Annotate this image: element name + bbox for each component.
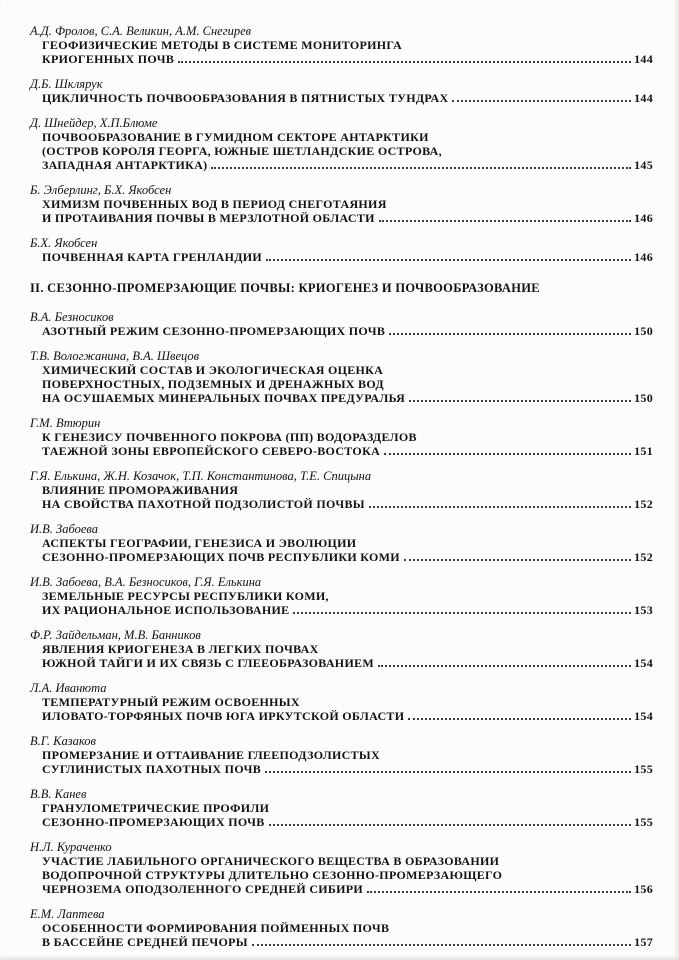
entry-page-number: 154: [634, 709, 653, 723]
dot-leader: [379, 220, 631, 222]
entry-title-line: ЗЕМЕЛЬНЫЕ РЕСУРСЫ РЕСПУБЛИКИ КОМИ,: [42, 589, 329, 603]
toc-entry: [30, 907, 653, 949]
dot-leader: [266, 259, 631, 261]
entry-page-number: 144: [634, 52, 653, 66]
entry-title-line: ГЕОФИЗИЧЕСКИЕ МЕТОДЫ В СИСТЕМЕ МОНИТОРИНГА: [42, 38, 403, 52]
entry-authors: Е.М. Лаптева: [30, 907, 105, 921]
dot-leader: [409, 400, 631, 402]
entry-title-last-line: [30, 815, 653, 829]
dot-leader: [404, 559, 631, 561]
entry-page-number: 151: [634, 444, 653, 458]
entry-title-text: ИХ РАЦИОНАЛЬНОЕ ИСПОЛЬЗОВАНИЕ: [42, 603, 290, 617]
entry-page-number: 157: [634, 935, 653, 949]
toc-entry: [30, 24, 653, 66]
entry-title-last-line: [30, 709, 653, 723]
toc-entry: [30, 236, 653, 264]
entry-authors: А.Д. Фролов, С.А. Великин, А.М. Снегирев: [30, 24, 252, 38]
entry-title-text: СЕЗОННО-ПРОМЕРЗАЮЩИХ ПОЧВ РЕСПУБЛИКИ КОМИ: [42, 550, 400, 564]
entry-title-last-line: [30, 444, 653, 458]
entry-authors: Г.М. Втюрин: [30, 416, 101, 430]
toc-entry: [30, 840, 653, 896]
entry-title-line: (ОСТРОВ КОРОЛЯ ГЕОРГА, ЮЖНЫЕ ШЕТЛАНДСКИЕ ОСТРОВА,: [42, 144, 442, 158]
entry-authors: Л.А. Иванюта: [30, 681, 107, 695]
toc-entry: [30, 310, 653, 338]
section-header: II. СЕЗОННО-ПРОМЕРЗАЮЩИЕ ПОЧВЫ: КРИОГЕНЕЗ И ПОЧВООБРАЗОВАНИЕ: [30, 281, 540, 295]
toc-entry: [30, 522, 653, 564]
entry-title-last-line: [30, 158, 653, 172]
entry-title-last-line: [30, 550, 653, 564]
entry-authors: Б. Элберлинг, Б.Х. Якобсен: [30, 183, 172, 197]
entry-authors: В.А. Безносиков: [30, 310, 114, 324]
entry-page-number: 153: [634, 603, 653, 617]
entry-page-number: 144: [634, 91, 653, 105]
entry-title-text: КРИОГЕННЫХ ПОЧВ: [42, 52, 175, 66]
entry-authors: Ф.Р. Зайдельман, М.В. Банников: [30, 628, 201, 642]
entry-authors: И.В. Забоева: [30, 522, 98, 536]
entry-title-last-line: [30, 391, 653, 405]
entry-authors: Н.Л. Кураченко: [30, 840, 112, 854]
entry-title-last-line: [30, 882, 653, 896]
dot-leader: [408, 718, 631, 720]
toc-entry: [30, 681, 653, 723]
entry-page-number: 146: [634, 250, 653, 264]
entry-title-line: ПОВЕРХНОСТНЫХ, ПОДЗЕМНЫХ И ДРЕНАЖНЫХ ВОД: [42, 377, 384, 391]
entry-page-number: 152: [634, 550, 653, 564]
toc-entry: [30, 349, 653, 405]
entry-page-number: 156: [634, 882, 653, 896]
dot-leader: [211, 167, 631, 169]
entry-page-number: 146: [634, 211, 653, 225]
entry-title-line: ОСОБЕННОСТИ ФОРМИРОВАНИЯ ПОЙМЕННЫХ ПОЧВ: [42, 921, 390, 935]
entry-page-number: 150: [634, 391, 653, 405]
entry-title-line: ХИМИЧЕСКИЙ СОСТАВ И ЭКОЛОГИЧЕСКАЯ ОЦЕНКА: [42, 363, 384, 377]
toc-entry: [30, 77, 653, 105]
entry-title-last-line: [30, 324, 653, 338]
entry-title-line: ТЕМПЕРАТУРНЫЙ РЕЖИМ ОСВОЕННЫХ: [42, 695, 300, 709]
entry-title-line: К ГЕНЕЗИСУ ПОЧВЕННОГО ПОКРОВА (ПП) ВОДОРАЗДЕЛОВ: [42, 430, 417, 444]
entry-page-number: 155: [634, 815, 653, 829]
entry-title-text: АЗОТНЫЙ РЕЖИМ СЕЗОННО-ПРОМЕРЗАЮЩИХ ПОЧВ: [42, 324, 386, 338]
toc-entry: [30, 183, 653, 225]
entry-page-number: 152: [634, 497, 653, 511]
entry-title-last-line: [30, 211, 653, 225]
toc-entry: [30, 469, 653, 511]
entry-title-last-line: [30, 250, 653, 264]
toc-entry: [30, 628, 653, 670]
entry-authors: И.В. Забоева, В.А. Безносиков, Г.Я. Елькина: [30, 575, 262, 589]
entry-page-number: 155: [634, 762, 653, 776]
entry-title-line: ВОДОПРОЧНОЙ СТРУКТУРЫ ДЛИТЕЛЬНО СЕЗОННО-ПРОМЕРЗАЮЩЕГО: [42, 868, 503, 882]
entry-authors: Б.Х. Якобсен: [30, 236, 98, 250]
dot-leader: [369, 506, 631, 508]
entry-title-line: ПРОМЕРЗАНИЕ И ОТТАИВАНИЕ ГЛЕЕПОДЗОЛИСТЫХ: [42, 748, 380, 762]
dot-leader: [178, 61, 631, 63]
entry-authors: Д.Б. Шклярук: [30, 77, 103, 91]
entry-title-text: В БАССЕЙНЕ СРЕДНЕЙ ПЕЧОРЫ: [42, 935, 248, 949]
entry-authors: Г.Я. Елькина, Ж.Н. Козачок, Т.П. Константинова, Т.Е. Спицына: [30, 469, 372, 483]
entry-title-text: ЗАПАДНАЯ АНТАРКТИКА): [42, 158, 208, 172]
entry-title-text: НА ОСУШАЕМЫХ МИНЕРАЛЬНЫХ ПОЧВАХ ПРЕДУРАЛЬЯ: [42, 391, 406, 405]
dot-leader: [452, 100, 631, 102]
toc-entry: [30, 116, 653, 172]
entry-title-last-line: [30, 497, 653, 511]
entry-authors: Т.В. Вологжанина, В.А. Швецов: [30, 349, 200, 363]
entry-title-last-line: [30, 762, 653, 776]
entry-title-last-line: [30, 52, 653, 66]
entry-title-text: ЦИКЛИЧНОСТЬ ПОЧВООБРАЗОВАНИЯ В ПЯТНИСТЫХ ТУНДРАХ: [42, 91, 449, 105]
entry-title-text: ТАЕЖНОЙ ЗОНЫ ЕВРОПЕЙСКОГО СЕВЕРО-ВОСТОКА: [42, 444, 381, 458]
entry-title-line: ЯВЛЕНИЯ КРИОГЕНЕЗА В ЛЕГКИХ ПОЧВАХ: [42, 642, 319, 656]
entry-authors: В.Г. Казаков: [30, 734, 96, 748]
toc-list: [30, 24, 653, 949]
entry-title-line: ВЛИЯНИЕ ПРОМОРАЖИВАНИЯ: [42, 483, 239, 497]
entry-page-number: 150: [634, 324, 653, 338]
toc-entry: [30, 575, 653, 617]
dot-leader: [269, 824, 632, 826]
entry-title-text: ПОЧВЕННАЯ КАРТА ГРЕНЛАНДИИ: [42, 250, 263, 264]
entry-title-line: ХИМИЗМ ПОЧВЕННЫХ ВОД В ПЕРИОД СНЕГОТАЯНИЯ: [42, 197, 387, 211]
entry-title-last-line: [30, 656, 653, 670]
entry-title-line: ГРАНУЛОМЕТРИЧЕСКИЕ ПРОФИЛИ: [42, 801, 270, 815]
dot-leader: [252, 944, 631, 946]
entry-title-text: СЕЗОННО-ПРОМЕРЗАЮЩИХ ПОЧВ: [42, 815, 265, 829]
toc-entry: [30, 787, 653, 829]
toc-entry: [30, 416, 653, 458]
entry-title-last-line: [30, 935, 653, 949]
dot-leader: [389, 333, 631, 335]
dot-leader: [367, 891, 631, 893]
entry-title-text: ЧЕРНОЗЕМА ОПОДЗОЛЕННОГО СРЕДНЕЙ СИБИРИ: [42, 882, 364, 896]
entry-title-text: И ПРОТАИВАНИЯ ПОЧВЫ В МЕРЗЛОТНОЙ ОБЛАСТИ: [42, 211, 375, 225]
entry-title-line: АСПЕКТЫ ГЕОГРАФИИ, ГЕНЕЗИСА И ЭВОЛЮЦИИ: [42, 536, 357, 550]
dot-leader: [293, 612, 631, 614]
entry-title-text: ИЛОВАТО-ТОРФЯНЫХ ПОЧВ ЮГА ИРКУТСКОЙ ОБЛАСТИ: [42, 709, 405, 723]
entry-page-number: 145: [634, 158, 653, 172]
entry-title-last-line: [30, 603, 653, 617]
entry-authors: В.В. Канев: [30, 787, 87, 801]
toc-entry: [30, 734, 653, 776]
dot-leader: [384, 453, 631, 455]
dot-leader: [265, 771, 631, 773]
dot-leader: [378, 665, 631, 667]
entry-title-last-line: [30, 91, 653, 105]
entry-title-text: ЮЖНОЙ ТАЙГИ И ИХ СВЯЗЬ С ГЛЕЕОБРАЗОВАНИЕМ: [42, 656, 375, 670]
entry-title-line: ПОЧВООБРАЗОВАНИЕ В ГУМИДНОМ СЕКТОРЕ АНТАРКТИКИ: [42, 130, 429, 144]
entry-title-text: СУГЛИНИСТЫХ ПАХОТНЫХ ПОЧВ: [42, 762, 262, 776]
entry-page-number: 154: [634, 656, 653, 670]
entry-title-line: УЧАСТИЕ ЛАБИЛЬНОГО ОРГАНИЧЕСКОГО ВЕЩЕСТВА В ОБРАЗОВАНИИ: [42, 854, 500, 868]
entry-title-text: НА СВОЙСТВА ПАХОТНОЙ ПОДЗОЛИСТОЙ ПОЧВЫ: [42, 497, 365, 511]
entry-authors: Д. Шнейдер, Х.П.Блюме: [30, 116, 158, 130]
